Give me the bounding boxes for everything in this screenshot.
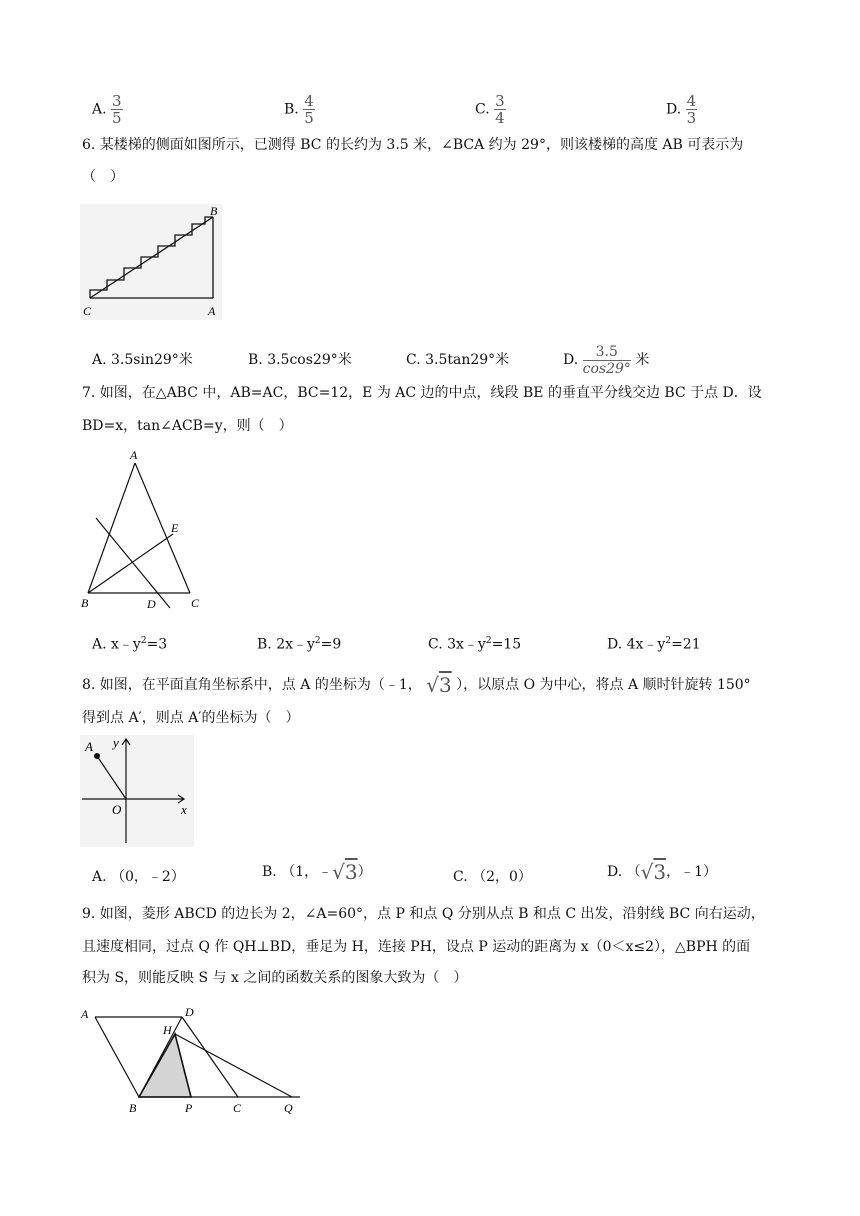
q6-option-a: A. 3.5sin29°米: [92, 352, 193, 368]
stem-text: ），以原点 O 为中心，将点 A 顺时针旋转 150°: [456, 677, 751, 693]
label-x: x: [181, 802, 187, 817]
fraction: [494, 94, 506, 125]
unit: 米: [635, 352, 650, 368]
segment-be: [88, 534, 173, 593]
sqrt-expression: √3: [332, 860, 358, 884]
fraction: [111, 94, 123, 125]
q5-option-a: [92, 94, 123, 125]
denominator: 5: [304, 109, 314, 127]
figure-background: [80, 735, 194, 847]
label-c: C: [191, 596, 200, 610]
sqrt-expression: √3: [426, 673, 452, 697]
option-text: =9: [320, 636, 342, 653]
q9-stem-line1: 9. 如图，菱形 ABCD 的边长为 2，∠A=60°，点 P 和点 Q 分别从点 B 和点 C 出发，沿射线 BC 向右运动，: [82, 906, 765, 922]
label-o: O: [112, 802, 122, 817]
q5-option-b: [284, 94, 315, 125]
label-c: C: [233, 1101, 242, 1115]
label-y: y: [113, 735, 119, 750]
numerator: 4: [686, 92, 697, 110]
option-text: ，﹣1）: [666, 864, 718, 880]
superscript: 2: [665, 636, 672, 646]
label-c: C: [83, 304, 92, 318]
rhombus-figure: [78, 1000, 308, 1120]
label-b: B: [129, 1101, 137, 1115]
label-d: D: [147, 597, 156, 611]
label-a: A: [81, 1007, 89, 1021]
numerator: 4: [304, 92, 314, 110]
staircase-figure: [80, 200, 222, 320]
side-ab: [95, 1017, 139, 1097]
q7-stem-line1: 7. 如图，在△ABC 中，AB=AC，BC=12，E 为 AC 边的中点，线段 BE 的垂直平分线交边 BC 于点 D．设: [82, 385, 762, 401]
stem-text: 8. 如图，在平面直角坐标系中，点 A 的坐标为（﹣1，: [82, 677, 422, 693]
q7-option-b: [257, 631, 341, 655]
q8-option-b: [262, 862, 372, 882]
perpendicular-bisector: [96, 518, 170, 608]
fraction: [583, 345, 631, 376]
q8-stem-line2: 得到点 A′，则点 A′的坐标为（ ）: [82, 710, 300, 726]
segment-hq: [175, 1034, 292, 1097]
superscript: 2: [314, 636, 321, 646]
sqrt-expression: √3: [640, 860, 667, 884]
option-label: C.: [475, 101, 490, 118]
option-text: D. （: [607, 864, 641, 880]
option-text: ）: [357, 864, 372, 880]
option-label: D.: [563, 352, 579, 368]
option-text: =21: [671, 636, 701, 653]
superscript: 2: [140, 636, 147, 646]
option-text: C. 3x﹣y: [428, 636, 486, 653]
numerator: 3: [112, 92, 122, 110]
radicand: 3: [438, 673, 452, 697]
label-b: B: [81, 596, 89, 610]
option-label: A.: [92, 101, 107, 118]
denominator: 3: [686, 109, 697, 127]
option-text: =15: [491, 636, 522, 653]
q8-option-c: C. （2，0）: [453, 869, 532, 885]
option-label: B.: [284, 101, 299, 118]
option-label: D.: [666, 101, 682, 118]
q9-stem-line3: 积为 S，则能反映 S 与 x 之间的函数关系的图象大致为（ ）: [82, 970, 468, 986]
q8-option-a: A. （0，﹣2）: [92, 869, 185, 885]
q6-stem-line1: 6. 某楼梯的侧面如图所示，已测得 BC 的长约为 3.5 米，∠BCA 约为 29°，则该楼梯的高度 AB 可表示为: [82, 137, 744, 153]
figure-background: [80, 204, 222, 320]
radicand: 3: [653, 860, 667, 884]
fraction: [686, 94, 698, 125]
label-d: D: [185, 1005, 194, 1019]
label-a: A: [208, 304, 216, 318]
superscript: 2: [485, 636, 492, 646]
option-text: =3: [146, 636, 168, 653]
q8-option-d: [607, 862, 717, 882]
option-text: B. （1，﹣: [262, 864, 333, 880]
option-text: B. 2x﹣y: [257, 636, 315, 653]
denominator: cos29°: [582, 360, 631, 377]
label-h: H: [163, 1023, 172, 1037]
coordinate-figure: [80, 735, 194, 847]
q5-option-c: [475, 94, 506, 125]
side-dc: [182, 1017, 238, 1097]
numerator: 3.5: [583, 345, 631, 361]
label-b: B: [210, 204, 218, 218]
label-e: E: [171, 521, 179, 535]
numerator: 3: [495, 92, 505, 110]
label-a: A: [130, 448, 138, 462]
denominator: 4: [495, 109, 505, 127]
q7-stem-line2: BD=x，tan∠ACB=y，则（ ）: [82, 418, 293, 434]
q6-option-c: C. 3.5tan29°米: [406, 352, 510, 368]
q7-option-c: [428, 631, 521, 655]
q6-option-b: B. 3.5cos29°米: [248, 352, 352, 368]
label-p: P: [185, 1101, 193, 1115]
radicand: 3: [344, 860, 358, 884]
fraction: [303, 94, 315, 125]
denominator: 5: [112, 109, 122, 127]
option-text: D. 4x﹣y: [607, 636, 666, 653]
q5-option-d: [666, 94, 697, 125]
label-a: A: [85, 739, 93, 754]
side-ab: [88, 463, 135, 593]
q7-option-d: [607, 631, 701, 655]
point-a: [94, 753, 100, 759]
side-ac: [135, 463, 190, 593]
q9-stem-line2: 且速度相同，过点 Q 作 QH⊥BD，垂足为 H，连接 PH，设点 P 运动的距离为 x（0＜x≤2），△BPH 的面: [82, 939, 751, 955]
q6-stem-line2: （ ）: [82, 169, 124, 185]
q7-option-a: [92, 631, 167, 655]
triangle-abc-figure: [78, 446, 218, 616]
label-q: Q: [284, 1101, 293, 1115]
q8-stem-line1: [82, 675, 751, 695]
q6-option-d: [563, 336, 649, 376]
option-text: A. x﹣y: [92, 636, 141, 653]
